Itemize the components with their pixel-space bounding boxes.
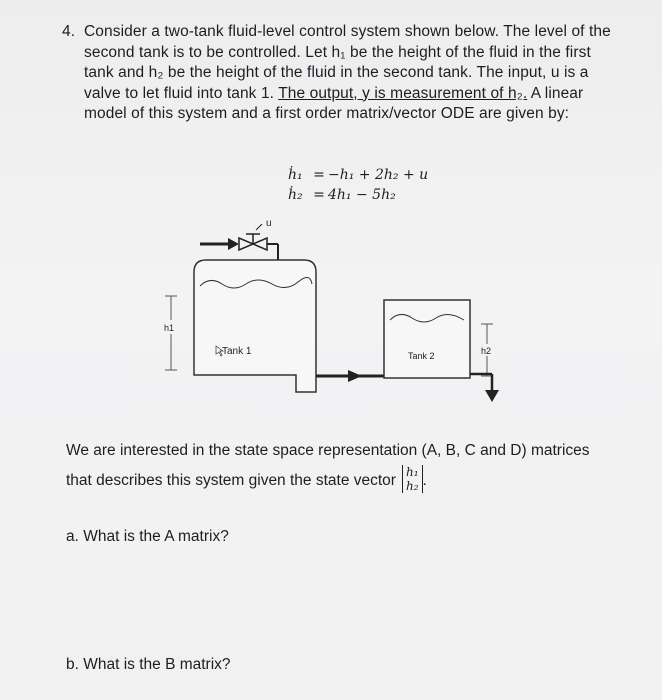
question-line-4-post: A linear	[527, 84, 584, 102]
equation-1-equals: =	[313, 167, 325, 183]
tank-2-label: Tank 2	[408, 351, 435, 361]
question-line-4	[62, 84, 647, 105]
state-vector-bottom: h₂	[405, 478, 419, 493]
subquestion-a: a. What is the A matrix?	[66, 528, 229, 545]
h2-label: h2	[481, 346, 492, 356]
outlet-pipe	[470, 374, 499, 402]
question-number: 4.	[62, 23, 76, 40]
equation-1-lhs: ḣ₁	[288, 167, 303, 183]
question-line-2: second tank is to be controlled. Let h₁ be the height of the fluid in the first	[84, 43, 591, 61]
state-space-paragraph	[66, 436, 656, 496]
equation-2-rhs: 4h₁ − 5h₂	[328, 187, 396, 203]
input-u-label: u	[266, 218, 272, 229]
output-statement: The output, y is measurement of h₂.	[278, 84, 528, 102]
paragraph-line-2	[66, 466, 656, 496]
equation-row-2	[288, 185, 428, 205]
paragraph-line-2-end: .	[422, 472, 427, 489]
equation-1-rhs: −h₁ + 2h₂ + u	[328, 167, 429, 183]
inlet-pipe	[200, 218, 278, 264]
question-line-3: tank and h₂ be the height of the fluid in the second tank. The input, u is a	[84, 64, 589, 81]
state-vector	[402, 465, 423, 493]
state-vector-top: h₁	[405, 464, 419, 479]
paragraph-line-2-text: that describes this system given the state vector	[66, 472, 396, 489]
question-text	[62, 22, 647, 125]
paragraph-line-1: We are interested in the state space representation (A, B, C and D) matrices	[66, 442, 590, 459]
h1-label: h1	[164, 323, 175, 333]
h2-dimension	[481, 324, 493, 376]
tank-1-label: Tank 1	[222, 346, 252, 357]
ode-equations	[288, 165, 428, 205]
question-line-1: Consider a two-tank fluid-level control system shown below. The level of the	[84, 23, 611, 40]
h1-dimension	[164, 296, 177, 370]
equation-2-equals: =	[313, 187, 325, 203]
equation-row-1	[288, 165, 428, 185]
subquestion-b: b. What is the B matrix?	[66, 656, 231, 673]
tank-1	[194, 260, 316, 392]
question-line-4-pre: valve to let fluid into tank 1.	[84, 84, 279, 102]
tank-2	[384, 300, 470, 378]
connecting-pipe	[316, 370, 384, 382]
equation-2-lhs: ḣ₂	[288, 187, 303, 203]
question-line-5: model of this system and a first order matrix/vector ODE are given by:	[84, 105, 570, 122]
two-tank-diagram	[150, 210, 510, 425]
